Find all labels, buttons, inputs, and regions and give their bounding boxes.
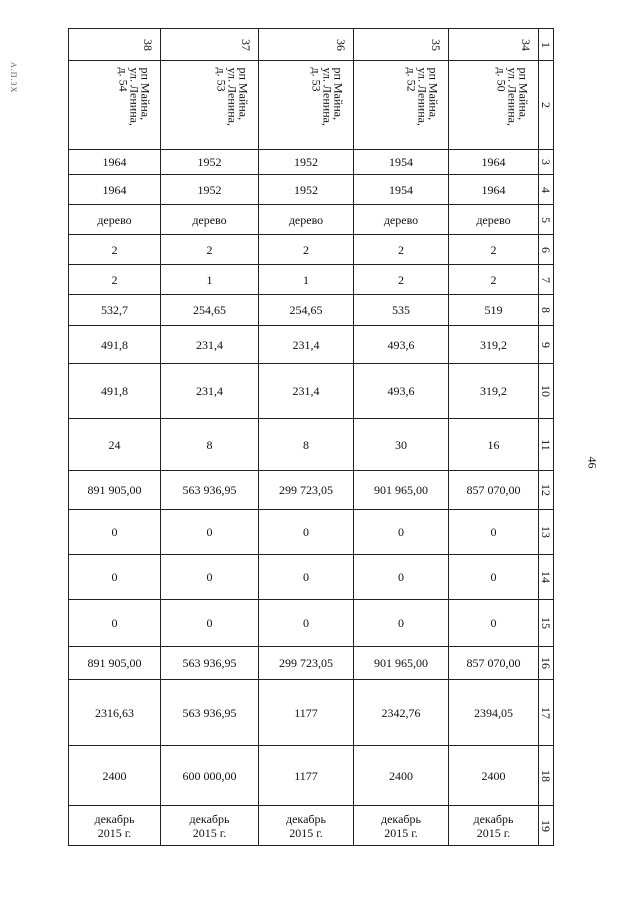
margin-stamp: А.П.ЗХ <box>9 62 18 94</box>
row-number <box>538 679 554 745</box>
data-cell <box>160 554 258 599</box>
data-cell <box>353 294 448 325</box>
cell-text: рп Майна, ул. Ленина, д. 50 <box>494 67 531 126</box>
data-cell <box>353 470 448 509</box>
data-cell <box>160 294 258 325</box>
cell-text: 0 <box>303 616 309 630</box>
row-number <box>538 234 554 264</box>
cell-text: 231,4 <box>196 337 223 352</box>
cell-text: 5 <box>539 216 553 223</box>
data-cell <box>160 509 258 554</box>
data-cell <box>258 149 353 174</box>
data-cell <box>258 234 353 264</box>
cell-text: 16 <box>487 437 500 452</box>
cell-text: 563 936,95 <box>182 705 237 720</box>
cell-text: 2400 <box>481 768 506 783</box>
cell-text: 254,65 <box>193 303 226 317</box>
cell-text: рп Майна, ул. Ленина, д. 52 <box>404 67 441 126</box>
cell-text: 15 <box>539 617 553 629</box>
cell-text: 891 905,00 <box>87 483 142 497</box>
data-cell <box>353 234 448 264</box>
cell-text: 14 <box>539 571 553 583</box>
cell-text: 0 <box>398 570 404 584</box>
data-cell <box>353 554 448 599</box>
cell-text: 519 <box>484 303 503 317</box>
cell-text: 319,2 <box>480 384 507 398</box>
cell-text: 535 <box>392 303 410 317</box>
data-cell <box>258 294 353 325</box>
cell-text: 8 <box>303 437 309 452</box>
column-number <box>448 28 538 60</box>
data-cell <box>353 745 448 805</box>
data-cell <box>258 325 353 363</box>
data-cell <box>448 174 538 204</box>
cell-text: 1964 <box>102 182 127 197</box>
row-number <box>538 418 554 470</box>
cell-text: дерево <box>383 212 419 227</box>
cell-text: 2 <box>398 242 404 257</box>
data-cell <box>448 325 538 363</box>
cell-text: дерево <box>97 212 132 227</box>
data-cell <box>353 204 448 234</box>
cell-text: 4 <box>539 186 553 193</box>
cell-text: 1952 <box>197 182 222 197</box>
data-cell <box>448 646 538 679</box>
row-number <box>538 805 554 846</box>
cell-text: 231,4 <box>292 337 320 352</box>
cell-text: 0 <box>206 570 213 584</box>
cell-text: декабрь 2015 г. <box>94 811 135 840</box>
row-number <box>538 264 554 294</box>
data-cell <box>258 264 353 294</box>
row-number <box>538 646 554 679</box>
cell-text: 891 905,00 <box>87 656 142 670</box>
cell-text: 901 965,00 <box>374 656 428 670</box>
cell-text: 38 <box>141 38 155 51</box>
cell-text: 563 936,95 <box>182 656 237 670</box>
cell-text: 30 <box>395 437 407 452</box>
data-cell <box>68 294 160 325</box>
data-cell <box>258 204 353 234</box>
data-cell <box>160 363 258 418</box>
cell-text: 18 <box>539 769 553 782</box>
row-number <box>538 60 554 149</box>
row-number <box>538 554 554 599</box>
row-number <box>538 599 554 646</box>
cell-text: 2 <box>303 242 309 257</box>
cell-text: 1952 <box>197 155 222 169</box>
data-cell <box>68 554 160 599</box>
cell-text: 299 723,05 <box>279 483 333 497</box>
cell-text: 0 <box>206 525 213 539</box>
cell-text: 0 <box>206 616 213 630</box>
data-cell <box>160 149 258 174</box>
data-cell <box>160 470 258 509</box>
cell-text: 491,8 <box>101 337 128 352</box>
cell-text: 1 <box>303 272 309 287</box>
cell-text: 11 <box>539 438 553 451</box>
cell-text: 2 <box>111 272 118 287</box>
address-cell <box>258 60 353 149</box>
cell-text: 3 <box>539 159 553 165</box>
cell-text: 8 <box>206 437 213 452</box>
data-cell <box>448 509 538 554</box>
data-cell <box>448 554 538 599</box>
cell-text: 493,6 <box>387 384 415 398</box>
data-cell <box>448 599 538 646</box>
cell-text: 12 <box>539 484 553 496</box>
cell-text: 2 <box>111 242 118 257</box>
data-cell <box>258 554 353 599</box>
data-cell <box>68 470 160 509</box>
cell-text: 13 <box>539 526 553 538</box>
data-cell <box>448 363 538 418</box>
column-number <box>68 28 160 60</box>
data-cell <box>68 174 160 204</box>
cell-text: 1 <box>539 41 553 48</box>
data-cell <box>353 174 448 204</box>
data-cell <box>258 805 353 846</box>
cell-text: 10 <box>539 385 553 397</box>
cell-text: 857 070,00 <box>466 656 521 670</box>
cell-text: 231,4 <box>196 384 223 398</box>
data-cell <box>68 679 160 745</box>
data-cell <box>448 470 538 509</box>
data-cell <box>68 805 160 846</box>
data-cell <box>160 679 258 745</box>
cell-text: 37 <box>239 38 253 51</box>
data-cell <box>160 646 258 679</box>
data-cell <box>448 204 538 234</box>
cell-text: 1177 <box>294 768 318 783</box>
data-cell <box>160 234 258 264</box>
cell-text: декабрь 2015 г. <box>189 811 230 840</box>
row-number <box>538 174 554 204</box>
data-cell <box>353 363 448 418</box>
data-cell <box>68 149 160 174</box>
data-cell <box>258 679 353 745</box>
cell-text: 6 <box>539 246 553 253</box>
cell-text: 0 <box>490 570 497 584</box>
page-number: 46 <box>585 456 600 469</box>
cell-text: декабрь 2015 г. <box>473 811 514 840</box>
cell-text: 0 <box>111 616 118 630</box>
data-cell <box>448 264 538 294</box>
cell-text: 2394,05 <box>474 705 513 720</box>
cell-text: 1 <box>206 272 213 287</box>
data-cell <box>68 264 160 294</box>
cell-text: 2342,76 <box>381 705 421 720</box>
cell-text: 16 <box>539 657 553 669</box>
address-cell <box>448 60 538 149</box>
cell-text: 2400 <box>102 768 127 783</box>
cell-text: 0 <box>303 570 309 584</box>
data-cell <box>160 745 258 805</box>
data-cell <box>160 418 258 470</box>
cell-text: 36 <box>334 38 348 51</box>
data-cell <box>353 418 448 470</box>
row-number <box>538 149 554 174</box>
cell-text: 1964 <box>102 155 127 169</box>
cell-text: 9 <box>539 341 553 348</box>
data-cell <box>448 805 538 846</box>
data-cell <box>68 745 160 805</box>
cell-text: 1964 <box>481 155 506 169</box>
address-cell <box>353 60 448 149</box>
column-number <box>258 28 353 60</box>
cell-text: 2400 <box>389 768 413 783</box>
data-cell <box>258 418 353 470</box>
cell-text: 2 <box>539 102 553 108</box>
data-cell <box>353 646 448 679</box>
cell-text: 0 <box>111 570 118 584</box>
data-cell <box>448 294 538 325</box>
data-cell <box>68 204 160 234</box>
cell-text: 0 <box>111 525 118 539</box>
cell-text: 563 936,95 <box>182 483 237 497</box>
cell-text: 19 <box>539 819 553 832</box>
cell-text: 491,8 <box>101 384 128 398</box>
cell-text: декабрь 2015 г. <box>286 811 326 840</box>
cell-text: рп Майна, ул. Ленина, д. 53 <box>214 67 251 126</box>
cell-text: 0 <box>490 616 497 630</box>
data-cell <box>353 149 448 174</box>
cell-text: рп Майна, ул. Ленина, д. 54 <box>116 67 153 126</box>
row-number <box>538 363 554 418</box>
cell-text: 1952 <box>294 155 318 169</box>
cell-text: дерево <box>476 212 511 227</box>
column-number <box>353 28 448 60</box>
data-cell <box>448 418 538 470</box>
cell-text: 319,2 <box>480 337 507 352</box>
data-cell <box>353 679 448 745</box>
cell-text: 231,4 <box>292 384 320 398</box>
data-cell <box>160 204 258 234</box>
data-cell <box>160 805 258 846</box>
cell-text: 34 <box>519 38 533 51</box>
data-cell <box>258 509 353 554</box>
data-cell <box>353 509 448 554</box>
row-number <box>538 204 554 234</box>
cell-text: 8 <box>539 307 553 313</box>
cell-text: 24 <box>108 437 121 452</box>
cell-text: 1954 <box>389 182 413 197</box>
data-cell <box>353 264 448 294</box>
cell-text: дерево <box>192 212 227 227</box>
data-cell <box>68 646 160 679</box>
cell-text: 901 965,00 <box>374 483 428 497</box>
data-cell <box>160 174 258 204</box>
data-cell <box>258 363 353 418</box>
column-number <box>160 28 258 60</box>
data-cell <box>68 325 160 363</box>
data-cell <box>448 745 538 805</box>
cell-text: 1177 <box>294 705 318 720</box>
cell-text: декабрь 2015 г. <box>381 811 421 840</box>
row-number <box>538 509 554 554</box>
data-cell <box>353 805 448 846</box>
cell-text: 299 723,05 <box>279 656 333 670</box>
cell-text: 532,7 <box>101 303 128 317</box>
data-cell <box>68 363 160 418</box>
cell-text: 0 <box>303 525 309 539</box>
cell-text: 254,65 <box>289 303 323 317</box>
data-cell <box>353 325 448 363</box>
cell-text: 1964 <box>481 182 506 197</box>
data-cell <box>258 470 353 509</box>
row-number <box>538 470 554 509</box>
cell-text: 493,6 <box>387 337 415 352</box>
row-number <box>538 294 554 325</box>
data-cell <box>448 679 538 745</box>
cell-text: 2316,63 <box>95 705 134 720</box>
data-cell <box>160 325 258 363</box>
data-cell <box>258 174 353 204</box>
address-cell <box>68 60 160 149</box>
housing-table <box>68 28 554 846</box>
data-cell <box>448 149 538 174</box>
data-cell <box>448 234 538 264</box>
cell-text: 0 <box>490 525 497 539</box>
address-cell <box>160 60 258 149</box>
cell-text: 2 <box>206 242 213 257</box>
data-cell <box>258 599 353 646</box>
row-number <box>538 325 554 363</box>
cell-text: 600 000,00 <box>182 768 237 783</box>
cell-text: 17 <box>539 706 553 719</box>
data-cell <box>353 599 448 646</box>
cell-text: 0 <box>398 525 404 539</box>
data-cell <box>68 599 160 646</box>
data-cell <box>68 509 160 554</box>
cell-text: 1952 <box>294 182 318 197</box>
data-cell <box>68 418 160 470</box>
row-number <box>538 745 554 805</box>
cell-text: 2 <box>490 272 497 287</box>
cell-text: 0 <box>398 616 404 630</box>
cell-text: 2 <box>490 242 497 257</box>
data-cell <box>160 599 258 646</box>
cell-text: 35 <box>429 38 443 51</box>
cell-text: 2 <box>398 272 404 287</box>
cell-text: 7 <box>539 276 553 283</box>
data-cell <box>68 234 160 264</box>
data-cell <box>160 264 258 294</box>
row-number <box>538 28 554 60</box>
data-cell <box>258 646 353 679</box>
cell-text: рп Майна, ул. Ленина, д. 53 <box>309 67 346 126</box>
data-cell <box>258 745 353 805</box>
cell-text: дерево <box>288 212 324 227</box>
cell-text: 1954 <box>389 155 413 169</box>
cell-text: 857 070,00 <box>466 483 521 497</box>
